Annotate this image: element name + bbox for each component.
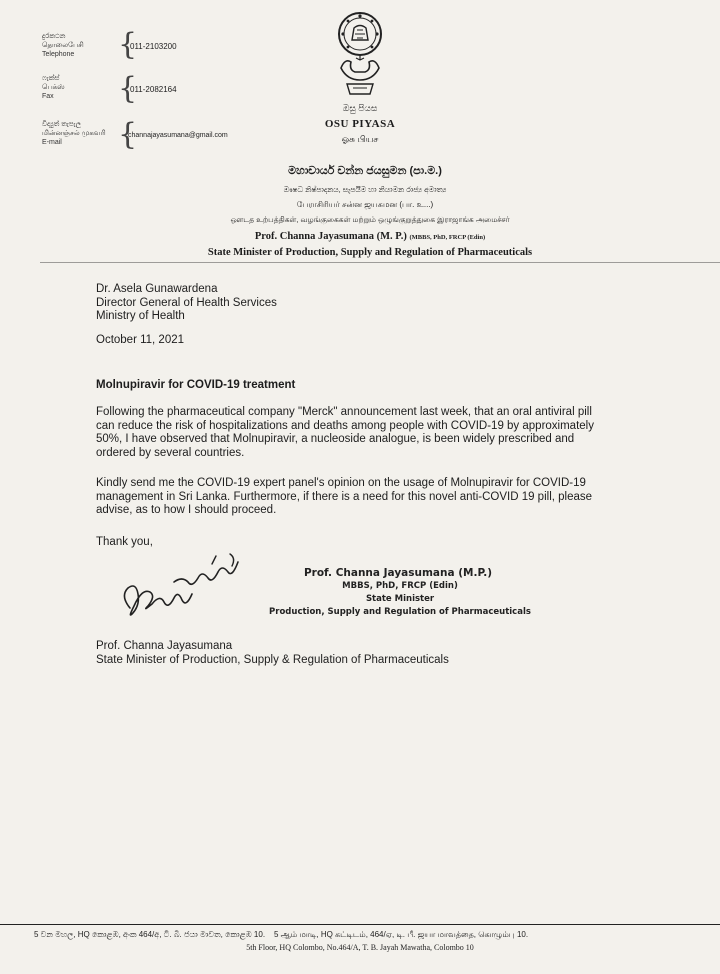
- recipient-ministry: Ministry of Health: [96, 310, 185, 322]
- fax-value: 011-2082164: [130, 85, 177, 94]
- minister-name-sinhala: මහාචාර්ය චන්න ජයසුමන (පා.ම.): [288, 165, 442, 177]
- footer-address-si: 5 වන මහල, HQ කොළඹ, අංක 464/අ, ටී. බී. ජයා මාවත, කොළඹ 10.: [34, 930, 266, 939]
- minister-quals-en: (MBBS, PhD, FRCP (Edin): [409, 234, 486, 241]
- brace-icon: {: [118, 27, 138, 62]
- recipient-position: Director General of Health Services: [96, 296, 277, 309]
- telephone-value: 011-2103200: [130, 42, 177, 51]
- paragraph-line: Following the pharmaceutical company "Merck" announcement last week, that an oral antiviral pill: [96, 406, 592, 418]
- telephone-labels: [42, 32, 84, 59]
- brace-icon: {: [118, 117, 138, 152]
- stamp-name: Prof. Channa Jayasumana (M.P.): [303, 567, 493, 579]
- official-stamp: [250, 567, 550, 617]
- paragraph-line: management in Sri Lanka. Furthermore, if there is a need for this novel anti-COVID 19 pill, please: [96, 490, 593, 503]
- signature-block: [96, 640, 449, 667]
- letter-subject: Molnupiravir for COVID-19 treatment: [96, 379, 296, 391]
- paragraph-line: advise, as to how I should proceed.: [96, 504, 277, 516]
- minister-title-english: State Minister of Production, Supply and Regulation of Pharmaceuticals: [207, 247, 533, 258]
- telephone-label-en: Telephone: [42, 51, 75, 58]
- letter-date: October 11, 2021: [96, 334, 185, 346]
- paragraph-line: 50%, I have observed that Molnupiravir, a nucleoside analogue, is been widely prescribed and: [96, 433, 575, 445]
- telephone-label-ta: தொலைபேசி: [42, 42, 84, 49]
- paragraph-line: ordered by several countries.: [96, 446, 245, 459]
- sri-lanka-emblem-icon: [335, 10, 385, 102]
- email-label-en: E-mail: [42, 139, 62, 146]
- footer-divider: [0, 924, 720, 925]
- contact-block: [40, 27, 270, 152]
- minister-title-sinhala: ඖෂධ නිෂ්පාදනය, සැපයීම හා නියාමන රාජ්‍ය අමාත්‍ය: [283, 185, 447, 194]
- brace-icon: {: [118, 71, 138, 106]
- recipient-block: [96, 283, 277, 324]
- osu-piyasa-tamil: ஓசு பியச: [341, 134, 379, 144]
- footer-address-en: 5th Floor, HQ Colombo, No.464/A, T. B. Jayah Mawatha, Colombo 10: [246, 943, 474, 952]
- minister-name-tamil: பேராசிரியர் சன்ன ஜயசுமன (பா. உ...): [296, 200, 434, 209]
- telephone-label-si: දුරකථන: [42, 33, 66, 40]
- minister-name-en: Prof. Channa Jayasumana (M. P.): [254, 231, 407, 242]
- email-labels: [42, 120, 106, 147]
- osu-piyasa-sinhala: ඔසු පියස: [342, 103, 378, 113]
- paragraph-2: [96, 477, 592, 518]
- osu-piyasa-title: OSU PIYASA: [324, 118, 396, 130]
- email-value: channajayasumana@gmail.com: [128, 132, 228, 139]
- footer-address-line: [34, 930, 720, 940]
- closing: Thank you,: [96, 536, 153, 548]
- letterhead-divider: [40, 262, 720, 263]
- stamp-role: State Minister: [365, 594, 435, 604]
- email-label-ta: மின்னஞ்சல் முகவரி: [42, 130, 106, 137]
- minister-name-english: [160, 231, 580, 242]
- paragraph-line: can reduce the risk of hospitalizations and deaths among people with COVID-19 by approximately: [96, 419, 594, 432]
- handwritten-signature: [112, 548, 252, 628]
- signature-title: State Minister of Production, Supply & Regulation of Pharmaceuticals: [96, 653, 449, 666]
- fax-label-ta: பெக்ஸ்: [42, 84, 65, 91]
- stamp-quals: MBBS, PhD, FRCP (Edin): [342, 581, 458, 591]
- email-label-si: විද්‍යුත් තැපැල: [42, 121, 81, 128]
- minister-title-tamil: ஔடத உற்பத்திகள், வழங்குகைகள் மற்றும் ஒழுங்குறுத்துகை இராஜாங்க அமைச்சர்: [230, 215, 510, 224]
- fax-labels: [42, 74, 65, 101]
- paragraph-1: [96, 406, 594, 460]
- fax-label-si: ෆැක්ස්: [42, 75, 60, 82]
- fax-label-en: Fax: [42, 93, 54, 100]
- recipient-name: Dr. Asela Gunawardena: [96, 283, 218, 295]
- footer-address-ta: 5 ஆம் மாடி, HQ கட்டிடம், 464/ஏ, டி. பீ. ஜயா மாவத்தை, கொழும்பு 10.: [273, 930, 529, 939]
- signature-name: Prof. Channa Jayasumana: [96, 640, 233, 652]
- stamp-portfolio: Production, Supply and Regulation of Pharmaceuticals: [269, 607, 531, 617]
- paragraph-line: Kindly send me the COVID-19 expert panel's opinion on the usage of Molnupiravir for COVID-19: [96, 477, 586, 489]
